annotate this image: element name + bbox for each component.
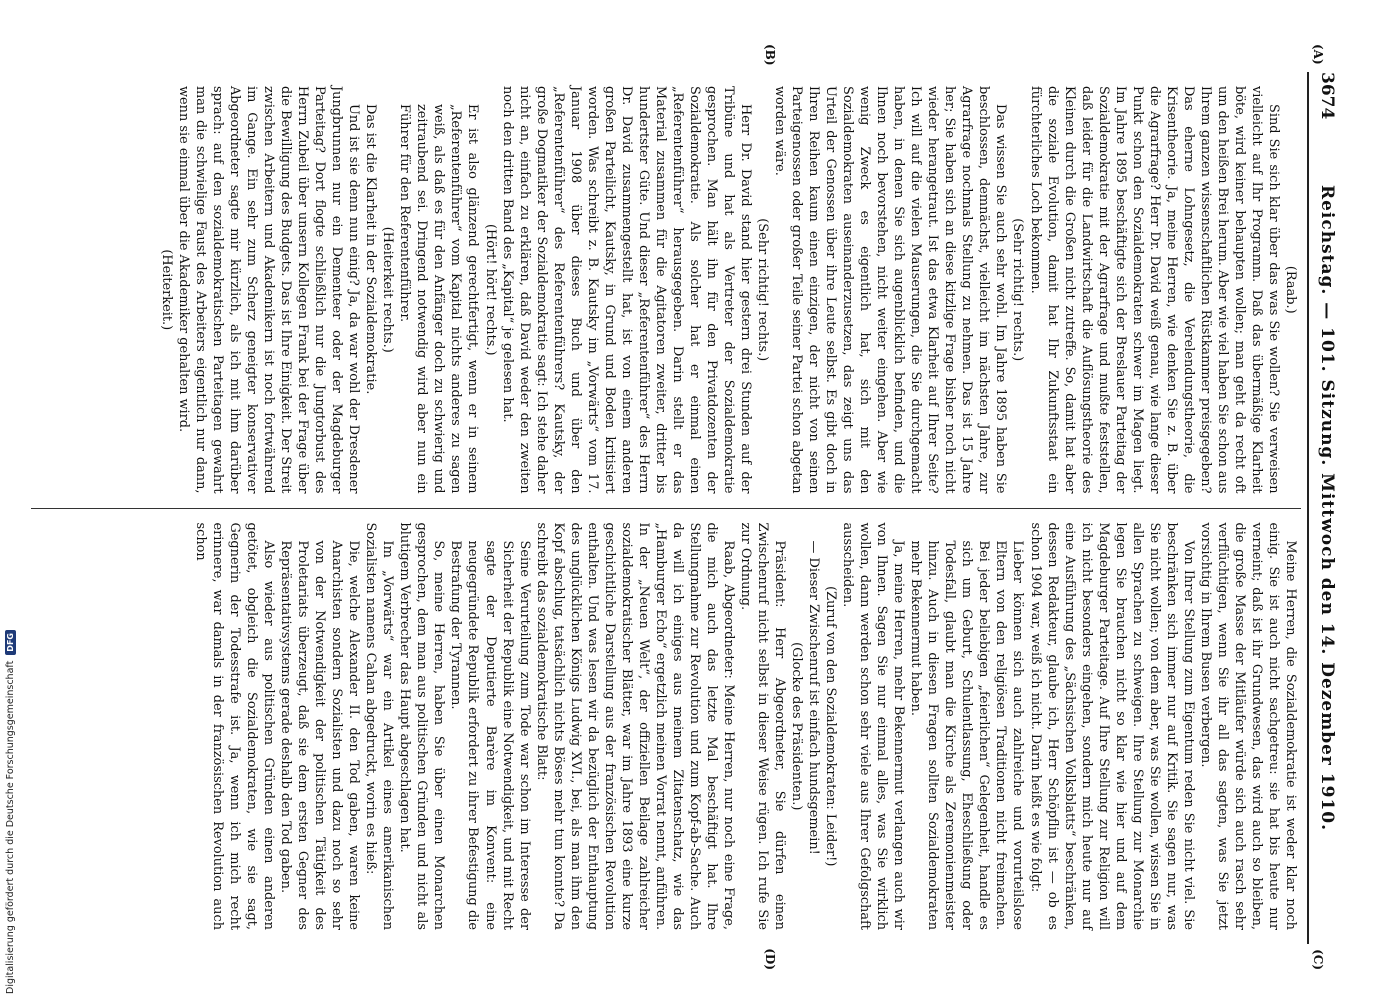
attribution-line [2,0,18,1000]
paragraph: Und ist sie denn nun einig? Ja, da war wohl der Dresdener Jungbrunnen nur ein Dementeer oder der Magdeburger Parteitag? Dort flogte schließlich nur die Jungtorbust des Herrn Zubeil über unsern Kollegen Frank bei der Frage über die Bewilligung des Budgets. Das ist Ihre Einigkeit. Der Streit zwischen Arbeitern und Akademikern ist noch fortwährend im Gange. Ein sehr zum Scherz geneigter konservativer Abgeordneter sagte mir kürzlich, als ich mit ihm darüber sprach: auf den sozialdemokratischen Parteitagen gewahrt man die schwielige Faust des Arbeiters eigentlich nur dann, wenn sie einmal über die Akademiker gehalten wird. [175,86,362,494]
paragraph: Im „Vorwärts“ war ein Artikel eines amerikanischen Sozialisten namens Cahan abgedruckt, worin es hieß: [363,522,396,930]
text-columns [31,72,1301,944]
paragraph: Sind Sie sich klar über das was Sie wollen? Sie verweisen vielleicht auf Ihr Programm. Daß das übermäßige Klarheit böte, wird keiner behaupten wollen; man geht da recht oft um den heißen Brei herum. Aber wie viel haben Sie schon aus Ihrem ganzen wissenschaftlichen Rüstkammer preisgegeben? Das eherne Lohngesetz, die Verelendungstheorie, die Krisentheorie. Ja, meine Herren, wie denken Sie z. B. über die Agrarfrage? Herr Dr. David weiß genau, wie lange dieser Punkt schon den Sozialdemokraten schwer im Magen liegt. Im Jahre 1895 beschäftigte sich der Breslauer Parteitag der Sozialdemokratie mit der Agrarfrage und mußte feststellen, daß leider für die Landwirtschaft die Auflösungstheorie des Kleinen durch die Großen nicht zutreffe. So, damit hat aber die soziale Evolution, damit hat Ihr Zukunftsstaat ein fürchterliches Loch bekommen. [1027,86,1281,494]
interjection: (Zuruf von den Sozialdemokraten: Leider!) [823,586,839,867]
paragraph: So, meine Herren, haben Sie über einen Monarchen gesprochen, dem man aus politischen Gründen und nicht als blutigem Verbrecher das Haupt abgeschlagen hat. [397,522,447,930]
margin-letter-a: (A) [1311,44,1325,65]
quotation: Lieber können sich auch zahlreiche und vorurteilslose Eltern von den religiösen Traditionen nicht freimachen. Bei jeder beliebigen „feierlichen“ Gelegenheit, handle es sich um Geburt, Schulentlassung, Eheschließung oder Todesfall, glaubt man die Kirche als Zeremonienmeister hinzu. Auch in diesen Fragen sollten Sozialdemokraten mehr Bekennermut haben. [908,540,1026,930]
quotation: Seine Verurteilung zum Tode war schon im Interesse der Sicherheit der Republik eine Notwendigkeit, und mit Recht sagte der Deputierte Barère im Konvent: eine neugegründete Republik erfordert zu ihrer Befestigung die Bestrafung der Tyrannen. [448,540,532,930]
interjection: (Glocke des Präsidenten.) [789,642,805,811]
margin-letter-b: (B) [763,44,777,66]
paragraph: Von Ihrer Stellung zum Eigentum reden Sie nicht viel. Sie beschränken sich immer nur auf Kritik. Sie sagen nur, was Sie nicht wollen; von dem aber, was Sie wollen, wissen Sie in allen Sprachen zu schweigen. Ihre Stellung zur Monarchie legen Sie brauchen nicht so klar wie hier und auf dem Magdeburger Parteitage. Auf Ihre Stellung zur Religion will ich nicht besonders eingehen, sondern mich heute nur auf eine Ausführung des „Sächsischen Volksblatts“ beschränken, dessen Redakteur, glaube ich, Herr Schöpflin ist — ob es schon 1904 war, weiß ich nicht. Darin heißt es wie folgt: [1027,522,1196,930]
right-column [31,509,1301,945]
quotation: Er ist also glänzend gerechtfertigt, wenn er in seinem „Referentenführer“ vom Kapital nichts anderes zu sagen weiß, als daß es für den Anfänger doch zu schwierig und zeitraubend sei. Dringend notwendig wird aber nun ein Führer für den Referentenführer. [397,104,481,494]
page-title: Reichstag. — 101. Sitzung. Mittwoch den 14. Dezember 1910. [1317,184,1337,832]
dfg-logo-icon: DFG [5,630,16,655]
interjection: (Heiterkeit.) [158,249,174,331]
president-statement: Präsident: Herr Abgeordneter, Sie dürfen einen Zwischenruf nicht selbst in dieser Weise rügen. Ich rufe Sie zur Ordnung. [738,522,788,930]
interjection: (Sehr richtig! rechts.) [755,218,771,362]
paragraph: Ja, meine Herren, mehr Bekennermut verlangen auch wir von Ihnen. Sagen Sie nur einmal alles, was Sie wirklich wollen, dann werden schon sehr viele aus Ihrer Gefolgschaft ausscheiden. [840,522,907,930]
interjection: (Heiterkeit rechts.) [380,226,396,353]
attribution-text: Digitalisierung gefördert durch die Deutsche Forschungsgemeinschaft [4,660,16,994]
interjection: (Hört! hört! rechts.) [482,223,498,356]
paragraph: Also wieder aus politischen Gründen einen anderen getötet, obgleich die Sozialdemokraten, wie sie sagt, Gegnerin der Todesstrafe ist. Ja, wenn ich mich recht erinnere, war damals in der französischen Revolution auch schon [193,522,277,930]
margin-letter-c: (C) [1311,949,1325,970]
paragraph: Raab, Abgeordneter: Meine Herren, nur noch eine Frage, die mich auch das letzte Mal beschäftigt hat. Ihre Stellungnahme zur Revolution und zum Kopf-ab-Sache. Auch da will ich einiges aus meinem Zitatenschatz, wie das „Hamburger Echo“ ergetzlich meinen Vorrat nennt, anführen. In der „Neuen Welt“, der offiziellen Beilage zahlreicher sozialdemokratischer Blätter, war im Jahre 1893 eine kurze geschichtliche Darstellung aus der französischen Revolution enthalten. Und was lesen wir da bezüglich der Enthauptung des unglücklichen Königs Ludwig XVI., bei, als man ihm den Kopf abschlug, tatsächlich nichts Böses mehr tun konnte? Da schreibt das sozialdemokratische Blatt: [533,522,736,930]
paragraph: — Dieser Zwischenruf ist einfach hundsgemein! [806,540,822,855]
quotation: Die, welche Alexander II. den Tod gaben, waren keine Anarchisten sondern Sozialisten und dazu noch so sehr von der Notwendigkeit der politischen Tätigkeit des Proletariats überzeugt, daß sie dem ersten Gegner des Repräsentativsystems gerade deshalb den Tod gaben. [278,540,362,930]
margin-letter-d: (D) [763,948,777,970]
paragraph: Das wissen Sie auch sehr wohl. Im Jahre 1895 haben Sie beschlossen, demnächst, vielleicht im nächsten Jahre, zur Agrarfrage nochmals Stellung zu nehmen. Das ist 15 Jahre her; Sie haben sich an diese kitzlige Frage bisher noch nicht wieder herangetraut. Ist das etwa Klarheit auf Ihrer Seite? Ich will auf die vielen Mauserungen, die Sie durchgemacht haben, in denen Sie sich augenblicklich befinden, und die Ihnen noch bevorstehen, nicht weiter eingehen. Aber wie wenig Zweck es eigentlich hat, sich mit den Sozialdemokraten auseinanderzusetzen, das zeigt uns das Urteil der Genossen über ihre Leute selbst. Es gibt doch in Ihren Reihen kaum einen einzigen, der nicht von seinen Parteigenossen oder großer Teile seiner Partei schon abgetan worden wäre. [772,86,1009,494]
page-header [1307,72,1343,944]
page-number: 3674 [1317,72,1337,120]
left-column [31,72,1301,509]
paragraph: Das ist die Klarheit in der Sozialdemokratie. [363,104,379,395]
paragraph: Meine Herren, die Sozialdemokratie ist weder klar noch einig. Sie ist auch nicht sachgetreu: sie hat bis heute nur verneint; daß ist ihr Grundwesen, das wird auch so bleiben, die große Masse der Mitläufer würde sich auch rasch sehr verflüchtigen, wenn Sie ihr all das sagten, was Sie jetzt vorsichtig in Ihrem Busen verbergen. [1197,522,1298,930]
speaker-tag: (Raab.) [1283,265,1298,314]
paragraph: Herr Dr. David stand hier gestern drei Stunden auf der Tribüne und hat als Vertreter der Sozialdemokratie gesprochen. Man hält ihn für den Privatdozenten der Sozialdemokratie. Als solcher hat er einmal einen „Referentenführer“ herausgegeben. Darin stellt er das Material zusammen für die Agitatoren zweiter, dritter bis hundertster Güte. Und dieser „Referentenführer“ des Herrn Dr. David zusammengestellt hat, ist von einem anderen großen Parteilicht, Kautsky, in Grund und Boden kritisiert worden. Was schreibt z. B. Kautsky im „Vorwärts“ vom 17. Januar 1908 über dieses Buch und über den „Referentenführer“ des Referentenführers? Kautsky, der große Dogmatiker der Sozialdemokratie sagt: Ich stehe daher nicht an, einfach zu erklären, daß David weder den zweiten noch den dritten Band des „Kapital“ je gelesen hat. [499,86,753,494]
interjection: (Sehr richtig! rechts.) [1010,218,1026,362]
